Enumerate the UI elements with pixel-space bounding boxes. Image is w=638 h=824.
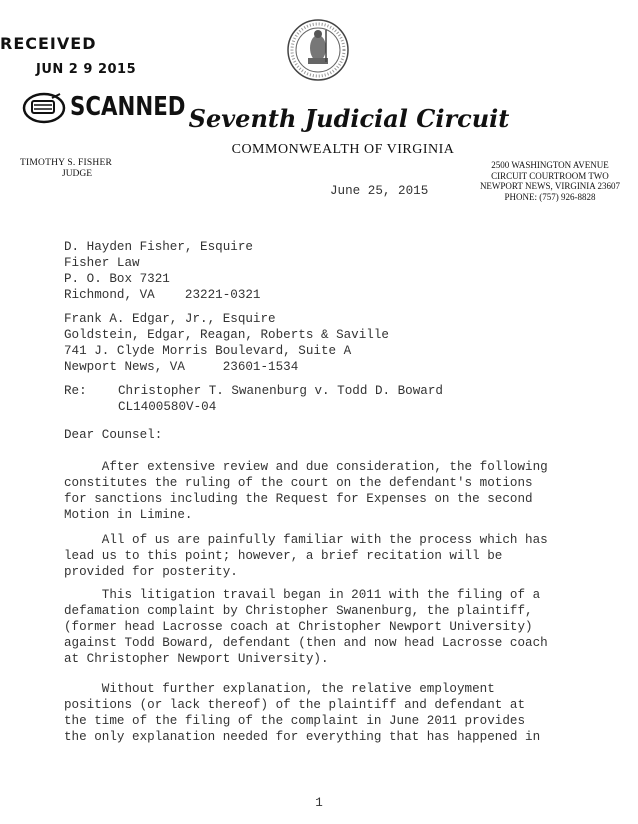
court-phone: PHONE: (757) 926-8828 (504, 191, 596, 202)
recipient-line: Newport News, VA 23601-1534 (64, 360, 299, 374)
re-case-number: CL1400580V-04 (118, 400, 217, 414)
body-line: After extensive review and due consideration, the following (64, 460, 548, 474)
judge-title: JUDGE (62, 169, 93, 179)
body-line: positions (or lack thereof) of the plaintiff and defendant at (64, 698, 526, 712)
recipient-line: Fisher Law (64, 256, 140, 270)
body-line: (former head Lacrosse coach at Christopher Newport University) (64, 620, 533, 634)
page-number: 1 (315, 796, 323, 810)
body-line: at Christopher Newport University). (64, 652, 329, 666)
court-address-line: NEWPORT NEWS, VIRGINIA 23607 (479, 181, 621, 191)
recipient-line: Frank A. Edgar, Jr., Esquire (64, 312, 276, 326)
scanned-stamp: SCANNED (70, 92, 186, 122)
recipient-line: D. Hayden Fisher, Esquire (64, 240, 253, 254)
body-line: This litigation travail began in 2011 with the filing of a (64, 588, 541, 602)
recipient-line: 741 J. Clyde Morris Boulevard, Suite A (64, 344, 352, 358)
body-line: defamation complaint by Christopher Swanenburg, the plaintiff, (64, 604, 533, 618)
salutation: Dear Counsel: (64, 428, 163, 442)
recipient-line: Richmond, VA 23221-0321 (64, 288, 261, 302)
recipient-line: P. O. Box 7321 (64, 272, 170, 286)
body-line: for sanctions including the Request for Expenses on the second (64, 492, 533, 506)
received-stamp: RECEIVED (0, 34, 97, 53)
judge-name: TIMOTHY S. FISHER (20, 158, 112, 168)
virginia-seal-icon (286, 18, 350, 82)
commonwealth-heading: COMMONWEALTH OF VIRGINIA (231, 142, 455, 157)
re-case-title: Christopher T. Swanenburg v. Todd D. Boward (118, 384, 443, 398)
body-line: Without further explanation, the relative employment (64, 682, 495, 696)
letter-date: June 25, 2015 (330, 184, 429, 198)
body-line: the only explanation needed for everything that has happened in (64, 730, 541, 744)
body-line: constitutes the ruling of the court on the defendant's motions (64, 476, 533, 490)
body-line: provided for posterity. (64, 565, 238, 579)
re-label: Re: (64, 384, 87, 398)
body-line: against Todd Boward, defendant (then and now head Lacrosse coach (64, 636, 548, 650)
body-line: the time of the filing of the complaint in June 2011 provides (64, 714, 526, 728)
body-line: lead us to this point; however, a brief recitation will be (64, 549, 503, 563)
body-line: Motion in Limine. (64, 508, 193, 522)
court-address-line: CIRCUIT COURTROOM TWO (491, 170, 609, 181)
recipient-line: Goldstein, Edgar, Reagan, Roberts & Saville (64, 328, 389, 342)
body-line: All of us are painfully familiar with the process which has (64, 533, 548, 547)
court-address-line: 2500 WASHINGTON AVENUE (491, 160, 609, 170)
received-date-stamp: JUN 2 9 2015 (36, 62, 137, 77)
court-name: Seventh Judicial Circuit (188, 104, 510, 133)
